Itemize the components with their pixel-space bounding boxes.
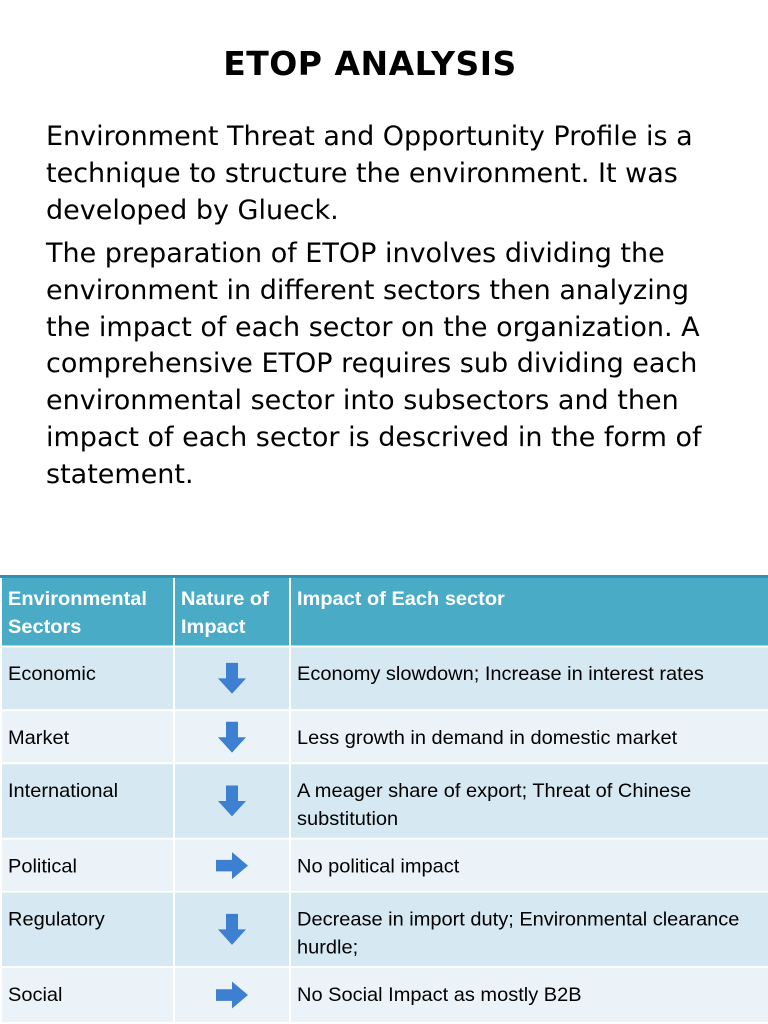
nature-of-impact-cell	[174, 967, 290, 1023]
description-paragraph: The preparation of ETOP involves dividing the environment in different sectors then analyzing the impact of each sector on the organization. A comprehensive ETOP requires sub dividing each environmental sector into subsectors and then impact of each sector is descrived in the form of statement.	[46, 238, 702, 490]
table-row	[1, 763, 768, 838]
table-row	[1, 646, 768, 710]
nature-of-impact-cell	[174, 646, 290, 710]
table-row	[1, 710, 768, 763]
nature-of-impact-cell	[174, 710, 290, 763]
table-header-row	[1, 576, 768, 646]
arrow-down-icon	[217, 720, 247, 753]
sector-cell: Economic	[1, 646, 174, 710]
nature-of-impact-cell	[174, 839, 290, 892]
sector-cell: Social	[1, 967, 174, 1023]
arrow-down-icon	[217, 785, 247, 818]
table-row	[1, 839, 768, 892]
page-title: ETOP ANALYSIS	[223, 44, 517, 83]
header-environmental-sectors: Environmental Sectors	[1, 576, 174, 646]
etop-table	[0, 575, 768, 1024]
sector-cell: International	[1, 763, 174, 838]
nature-of-impact-cell	[174, 892, 290, 967]
arrow-down-icon	[217, 662, 247, 695]
arrow-right-icon	[215, 981, 249, 1010]
impact-description-cell: A meager share of export; Threat of Chinese substitution	[290, 763, 768, 838]
table-row	[1, 967, 768, 1023]
table-row	[1, 892, 768, 967]
intro-paragraph: Environment Threat and Opportunity Profile is a technique to structure the environment. It was developed by Glueck.	[46, 121, 693, 226]
header-impact-of-each-sector: Impact of Each sector	[290, 576, 768, 646]
header-nature-of-impact: Nature of Impact	[174, 576, 290, 646]
sector-cell: Regulatory	[1, 892, 174, 967]
sector-cell: Political	[1, 839, 174, 892]
impact-description-cell: No political impact	[290, 839, 768, 892]
impact-description-cell: Decrease in import duty; Environmental clearance hurdle;	[290, 892, 768, 967]
nature-of-impact-cell	[174, 763, 290, 838]
sector-cell: Market	[1, 710, 174, 763]
impact-description-cell: Economy slowdown; Increase in interest rates	[290, 646, 768, 710]
arrow-down-icon	[217, 913, 247, 946]
arrow-right-icon	[215, 851, 249, 880]
impact-description-cell: No Social Impact as mostly B2B	[290, 967, 768, 1023]
impact-description-cell: Less growth in demand in domestic market	[290, 710, 768, 763]
